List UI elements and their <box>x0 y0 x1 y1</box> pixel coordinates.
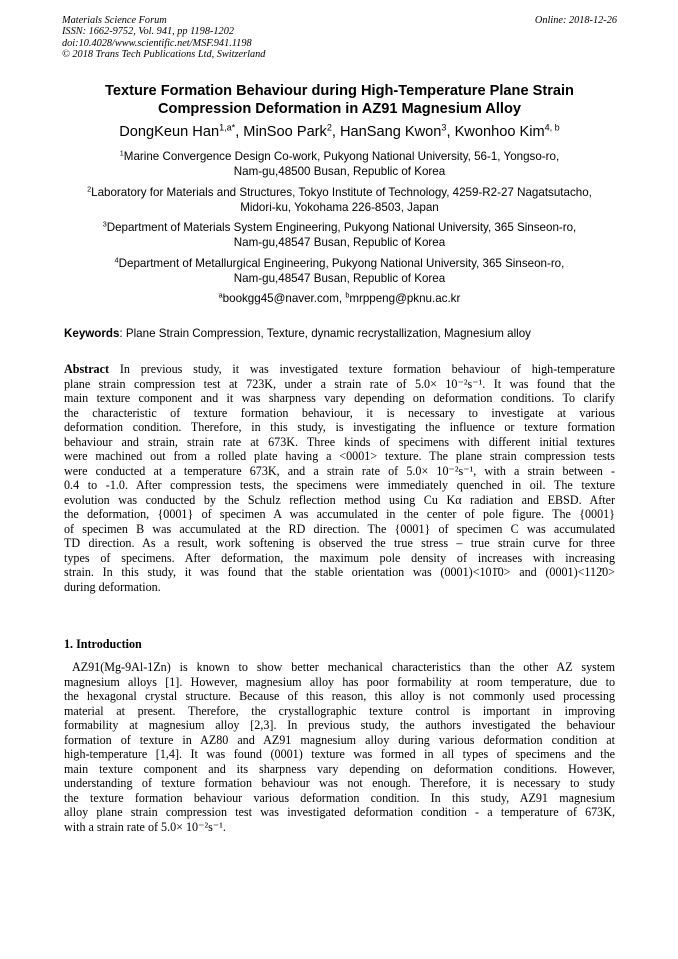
introduction-line: high-temperature [1,4]. It was found (0001) texture was formed in all types of specimens and the <box>64 747 615 761</box>
journal-doi: doi:10.4028/www.scientific.net/MSF.941.1198 <box>62 37 252 49</box>
introduction-line: understanding of texture formation behaviour was not enough. Therefore, it is necessary to study <box>64 776 615 790</box>
introduction-line: main texture component and its sharpness vary depending on deformation conditions. However, <box>64 761 615 776</box>
author-affiliation-mark: 4, b <box>544 122 560 133</box>
introduction-line: magnesium alloys [1]. However, magnesium alloy has poor formability at room temperature, due to <box>64 674 615 689</box>
journal-issn: ISSN: 1662-9752, Vol. 941, pp 1198-1202 <box>62 26 234 38</box>
author-name: Kwonhoo Kim <box>454 124 545 140</box>
keywords <box>64 326 617 341</box>
introduction-line: with a strain rate of 5.0× 10⁻²s⁻¹. <box>64 819 226 834</box>
author-name: DongKeun Han <box>119 124 220 140</box>
affiliation-number: 1 <box>119 148 124 158</box>
abstract-line: types of specimens. After deformation, the maximum pole density of increases with increasing <box>64 550 615 565</box>
affiliation-line: Nam-gu,48500 Busan, Republic of Korea <box>233 165 446 179</box>
abstract-line: the deformation, {0001} of specimen A was accumulated in the center of pole figure. The {0001} <box>64 507 615 521</box>
author-separator: , <box>446 124 455 140</box>
author-list <box>62 123 617 141</box>
contact-emails <box>62 291 617 306</box>
author-affiliation-mark: 2 <box>326 122 332 133</box>
abstract-line: TD direction. As a result, work softening is observed the true stress – true strain curve for three <box>64 536 615 550</box>
affiliation <box>62 220 617 250</box>
abstract-line: evolution was conducted by the Schulz reflection method using Cu Kα radiation and EBSD. After <box>64 492 615 507</box>
introduction-line: the hexagonal crystal structure. Because of this reason, this alloy is not commonly used processing <box>64 689 615 703</box>
affiliation-number: 4 <box>114 255 119 265</box>
introduction-body <box>64 660 615 834</box>
journal-copyright: © 2018 Trans Tech Publications Ltd, Switzerland <box>62 49 266 61</box>
keywords-label: Keywords <box>64 327 120 340</box>
affiliation-line: Nam-gu,48547 Busan, Republic of Korea <box>233 236 446 250</box>
affiliation <box>62 185 617 215</box>
section-heading: 1. Introduction <box>64 637 142 651</box>
abstract-line: during deformation. <box>64 579 161 594</box>
introduction-line: formability at magnesium alloy [2,3]. In previous study, the authors investigated the behaviour <box>64 718 615 732</box>
affiliation-line: $^4$Department of Metallurgical Engineering, Pukyong National University, 365 Sinseon-ro, <box>114 255 565 270</box>
author-name: MinSoo Park <box>243 124 327 140</box>
abstract-line: behaviour and strain, strain rate at 673K. Three kinds of specimens with different initial textures <box>64 434 615 449</box>
author-separator: , <box>235 124 244 140</box>
abstract-line: main texture component and it was sharpness vary depending on deformation conditions. To clarify <box>64 391 615 405</box>
affiliation-line: Midori-ku, Yokohama 226-8503, Japan <box>240 201 439 215</box>
abstract-line: deformation condition. Therefore, in this study, is investigating the influence or texture formation <box>64 420 615 434</box>
email-address[interactable]: mrppeng@pknu.ac.kr <box>349 292 461 305</box>
affiliation-line: Nam-gu,48547 Busan, Republic of Korea <box>233 272 446 286</box>
abstract-line: 0.4 to -1.0. After compression tests, the specimens were immediately quenched in oil. The texture <box>64 478 615 492</box>
paper-title <box>62 82 617 118</box>
introduction-line: alloy plane strain compression test was investigated deformation condition - a temperature of 673K, <box>64 805 615 819</box>
affiliation-line: $^2$Laboratory for Materials and Structures, Tokyo Institute of Technology, 4259-R2-27 Nagatsutacho, <box>87 184 592 199</box>
email-address[interactable]: bookgg45@naver.com, <box>222 292 346 305</box>
abstract <box>64 362 615 594</box>
introduction-line: material at present. Therefore, the crystallographic texture control is important in improving <box>64 703 615 718</box>
affiliation <box>62 149 617 179</box>
affiliation <box>62 256 617 286</box>
abstract-line: plane strain compression test at 723K, under a strain rate of 5.0× 10⁻²s⁻¹. It was found that the <box>64 376 615 391</box>
journal-header <box>62 15 617 61</box>
abstract-line: strain. In this study, it was found that the stable orientation was (0001)<101̄0> and (0001)<112̄0> <box>64 565 615 579</box>
email-mark: b <box>345 290 350 300</box>
affiliation-line: $^3$Department of Materials System Engineering, Pukyong National University, 365 Sinseon-ro, <box>102 219 577 234</box>
affiliation-number: 3 <box>102 219 107 229</box>
affiliation-number: 2 <box>87 184 92 194</box>
abstract-line: the characteristic of texture formation behaviour, it is necessary to investigate at various <box>64 405 615 420</box>
author-name: HanSang Kwon <box>340 124 442 140</box>
paper-title-line: Texture Formation Behaviour during High-Temperature Plane Strain <box>105 83 574 99</box>
email-mark: a <box>218 290 223 300</box>
abstract-line: of specimen B was accumulated at the RD direction. The {0001} of specimen C was accumulated <box>64 521 615 536</box>
introduction-line: the texture formation behaviour various deformation condition. In this study, AZ91 magnesium <box>64 790 615 805</box>
abstract-line: Abstract In previous study, it was investigated texture formation behaviour of high-temperature <box>64 362 615 376</box>
abstract-line: were machined out from a rolled plate having a <0001> texture. The plane strain compression tests <box>64 449 615 463</box>
affiliation-line: $^1$Marine Convergence Design Co-work, Pukyong National University, 56-1, Yongso-ro, <box>119 148 560 163</box>
abstract-line: were conducted at a temperature 673K, and a strain rate of 5.0× 10⁻²s⁻¹, with a strain between - <box>64 463 615 478</box>
introduction-line: formation of texture in AZ80 and AZ91 magnesium alloy during various deformation condition at <box>64 732 615 747</box>
author-affiliation-mark: 3 <box>441 122 447 133</box>
introduction-line: AZ91(Mg-9Al-1Zn) is known to show better mechanical characteristics than the other AZ system <box>72 660 615 674</box>
keywords-text: : Plane Strain Compression, Texture, dynamic recrystallization, Magnesium alloy <box>119 327 531 340</box>
abstract-label: Abstract <box>64 362 110 376</box>
paper-title-line: Compression Deformation in AZ91 Magnesium Alloy <box>157 101 521 117</box>
author-affiliation-mark: 1,a* <box>219 122 236 133</box>
author-separator: , <box>331 124 340 140</box>
journal-name: Materials Science Forum <box>62 15 167 26</box>
online-date: Online: 2018-12-26 <box>534 15 617 26</box>
